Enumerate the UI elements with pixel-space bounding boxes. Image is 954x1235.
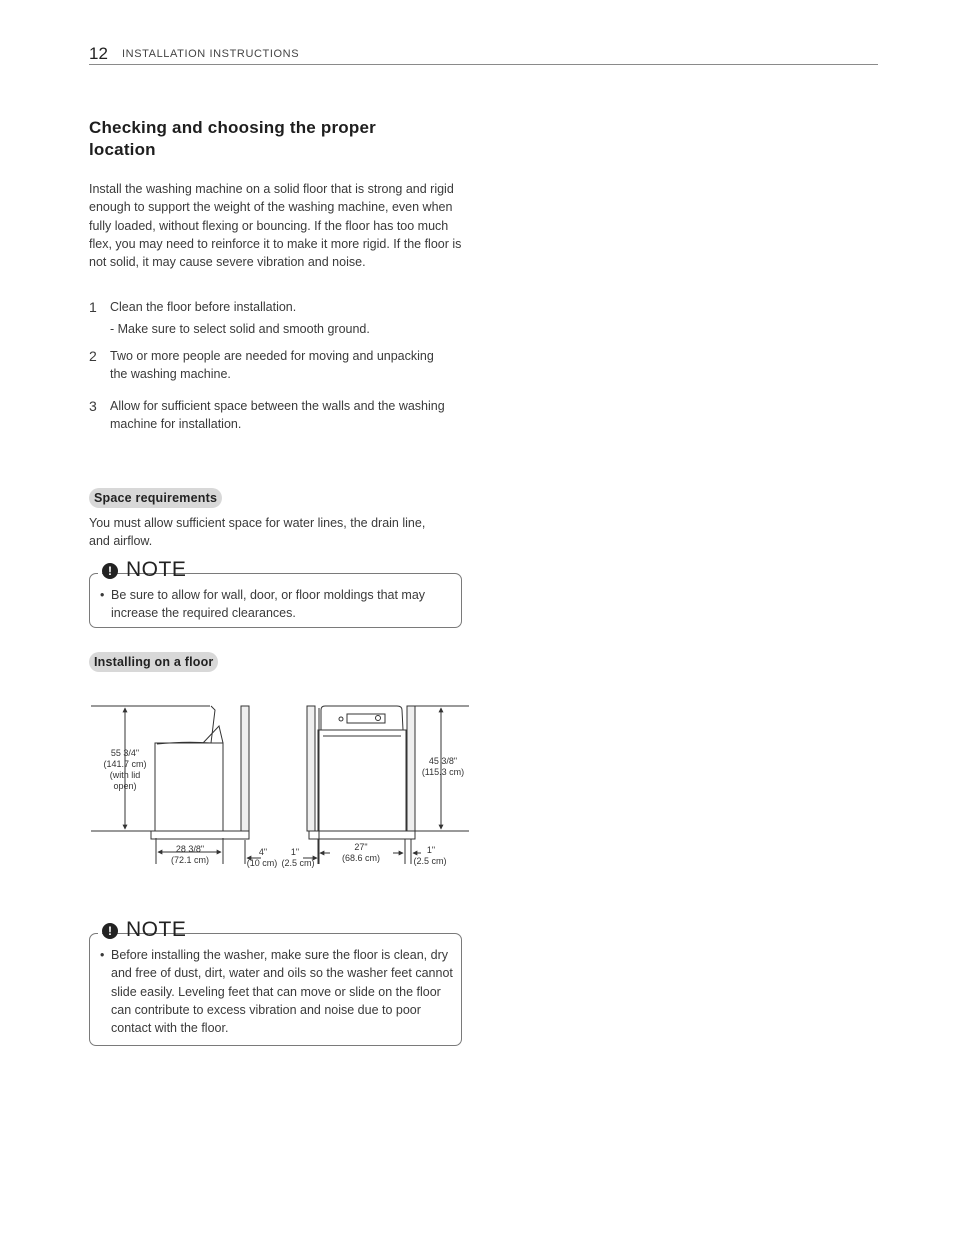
step-text: Clean the floor before installation. xyxy=(110,300,297,314)
side-depth-label: 28 3/8" xyxy=(175,844,205,854)
note-header xyxy=(98,558,187,583)
note-box-2 xyxy=(89,918,462,1046)
side-depth-label: (72.1 cm) xyxy=(170,855,210,865)
intro-paragraph: Install the washing machine on a solid floor that is strong and rigid enough to support the weight of the washing machine, even when fully loaded, without flexing or bouncing. If the floor has too much flex, you may need to reinforce it to make it more rigid. If the floor is not solid, it may cause severe vibration and noise. xyxy=(89,182,462,270)
step-number: 2 xyxy=(89,348,97,364)
step-text: Allow for sufficient space between the walls and the washing machine for installation. xyxy=(110,399,445,432)
note-label: NOTE xyxy=(126,558,187,581)
front-height-label: (115.3 cm) xyxy=(421,767,465,777)
exclamation-icon: ! xyxy=(102,563,118,579)
front-width-label: 27" xyxy=(354,842,368,852)
clearance-diagram xyxy=(85,700,480,875)
installing-on-floor-heading: Installing on a floor xyxy=(89,652,218,672)
bullet: • xyxy=(100,948,105,962)
header-title: INSTALLATION INSTRUCTIONS xyxy=(122,48,300,60)
section-title-line-2: location xyxy=(89,140,156,159)
space-requirements-heading: Space requirements xyxy=(89,488,222,508)
step-number: 1 xyxy=(89,299,97,315)
page-header xyxy=(89,44,878,65)
rear-gap-label: 4" xyxy=(258,847,268,857)
note-label: NOTE xyxy=(126,918,187,941)
space-requirements-text: You must allow sufficient space for water lines, the drain line, and airflow. xyxy=(89,516,426,549)
side-height-label: 55 3/4" xyxy=(110,748,140,758)
front-side-gap-label: 1" xyxy=(426,845,436,855)
exclamation-icon: ! xyxy=(102,923,118,939)
section-title xyxy=(89,117,469,161)
washer-front-view xyxy=(307,706,469,864)
side-height-label: open) xyxy=(113,781,137,791)
bullet: • xyxy=(100,588,105,602)
note-header xyxy=(98,918,187,943)
side-height-label: (141.7 cm) xyxy=(103,759,147,769)
front-side-gap-label: (2.5 cm) xyxy=(413,856,447,866)
step-number: 3 xyxy=(89,398,97,414)
section-title-line-1: Checking and choosing the proper xyxy=(89,118,376,137)
page-number: 12 xyxy=(89,44,108,63)
side-height-label: (with lid xyxy=(109,770,141,780)
step-text: Two or more people are needed for moving and unpacking the washing machine. xyxy=(110,349,434,382)
side-wall-gap-label: (2.5 cm) xyxy=(281,858,315,868)
note-text: Before installing the washer, make sure the floor is clean, dry and free of dust, dirt, water and oils so the washer feet cannot slide easily. Leveling feet that can move or slide on the floor can contribute to excess vibration and noise due to poor contact with the floor. xyxy=(111,948,453,1036)
front-height-label: 45 3/8" xyxy=(428,756,458,766)
step-1-sub: - Make sure to select solid and smooth ground. xyxy=(110,322,370,336)
front-width-label: (68.6 cm) xyxy=(341,853,381,863)
side-wall-gap-label: 1" xyxy=(290,847,300,857)
rear-gap-label: (10 cm) xyxy=(246,858,278,868)
note-text: Be sure to allow for wall, door, or floor moldings that may increase the required clearances. xyxy=(111,588,426,621)
note-box-1 xyxy=(89,558,462,628)
